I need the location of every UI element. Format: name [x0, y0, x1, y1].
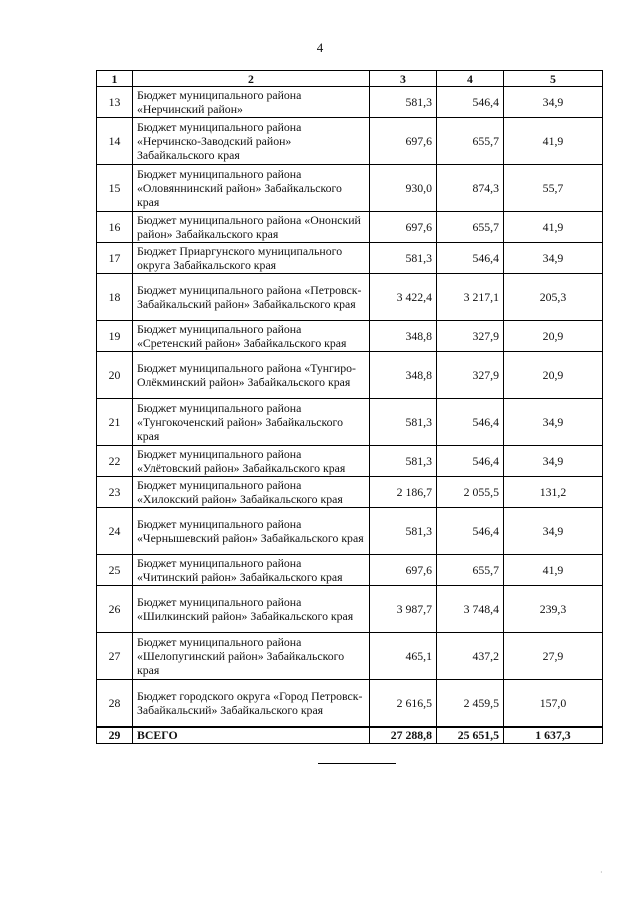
- value-col-4: 655,7: [437, 118, 504, 165]
- value-col-4: 3 217,1: [437, 274, 504, 321]
- budget-name: Бюджет муниципального района «Сретенский район» Забайкальского края: [133, 321, 370, 352]
- table-row: [97, 165, 603, 212]
- budget-name: Бюджет муниципального района «Улётовский район» Забайкальского края: [133, 446, 370, 477]
- budget-name: Бюджет Приаргунского муниципального округа Забайкальского края: [133, 243, 370, 274]
- row-number: 19: [97, 321, 133, 352]
- value-col-5: 27,9: [504, 633, 603, 680]
- value-col-3: 348,8: [370, 352, 437, 399]
- budget-name: Бюджет муниципального района «Ононский район» Забайкальского края: [133, 212, 370, 243]
- value-col-5: 34,9: [504, 243, 603, 274]
- header-row: [97, 71, 603, 87]
- budget-name: Бюджет муниципального района «Шилкинский район» Забайкальского края: [133, 586, 370, 633]
- value-col-4: 546,4: [437, 508, 504, 555]
- row-number: 15: [97, 165, 133, 212]
- value-col-4: 655,7: [437, 555, 504, 586]
- table-row: [97, 680, 603, 727]
- value-col-4: 546,4: [437, 243, 504, 274]
- row-number: 17: [97, 243, 133, 274]
- header-col-4: 4: [437, 71, 504, 87]
- value-col-3: 348,8: [370, 321, 437, 352]
- row-number: 27: [97, 633, 133, 680]
- value-col-5: 131,2: [504, 477, 603, 508]
- value-col-4: 327,9: [437, 352, 504, 399]
- table-row: [97, 555, 603, 586]
- value-col-4: 2 055,5: [437, 477, 504, 508]
- value-col-3: 581,3: [370, 243, 437, 274]
- total-col-3: 27 288,8: [370, 727, 437, 744]
- budget-name: Бюджет муниципального района «Нерчинский район»: [133, 87, 370, 118]
- table-row: [97, 243, 603, 274]
- value-col-3: 3 422,4: [370, 274, 437, 321]
- value-col-5: 55,7: [504, 165, 603, 212]
- table-row: [97, 212, 603, 243]
- budget-name: Бюджет муниципального района «Хилокский район» Забайкальского края: [133, 477, 370, 508]
- budget-name: Бюджет муниципального района «Тунгокоченский район» Забайкальского края: [133, 399, 370, 446]
- value-col-4: 327,9: [437, 321, 504, 352]
- value-col-5: 34,9: [504, 446, 603, 477]
- total-label: ВСЕГО: [133, 727, 370, 744]
- value-col-3: 2 616,5: [370, 680, 437, 727]
- table-row: [97, 87, 603, 118]
- budget-name: Бюджет муниципального района «Читинский район» Забайкальского края: [133, 555, 370, 586]
- row-number: 14: [97, 118, 133, 165]
- table-body: [97, 87, 603, 727]
- table-row: [97, 508, 603, 555]
- value-col-5: 41,9: [504, 118, 603, 165]
- header-col-3: 3: [370, 71, 437, 87]
- value-col-5: 34,9: [504, 87, 603, 118]
- value-col-5: 41,9: [504, 212, 603, 243]
- value-col-3: 697,6: [370, 118, 437, 165]
- row-number: 25: [97, 555, 133, 586]
- value-col-4: 437,2: [437, 633, 504, 680]
- table-row: [97, 321, 603, 352]
- value-col-5: 239,3: [504, 586, 603, 633]
- value-col-5: 20,9: [504, 352, 603, 399]
- header-col-5: 5: [504, 71, 603, 87]
- value-col-3: 697,6: [370, 555, 437, 586]
- table-row: [97, 352, 603, 399]
- row-number: 16: [97, 212, 133, 243]
- value-col-5: 20,9: [504, 321, 603, 352]
- header-col-2: 2: [133, 71, 370, 87]
- row-number: 18: [97, 274, 133, 321]
- value-col-3: 465,1: [370, 633, 437, 680]
- value-col-4: 655,7: [437, 212, 504, 243]
- value-col-4: 874,3: [437, 165, 504, 212]
- value-col-3: 581,3: [370, 446, 437, 477]
- row-number: 26: [97, 586, 133, 633]
- header-col-1: 1: [97, 71, 133, 87]
- value-col-4: 2 459,5: [437, 680, 504, 727]
- value-col-3: 2 186,7: [370, 477, 437, 508]
- value-col-5: 205,3: [504, 274, 603, 321]
- budget-name: Бюджет муниципального района «Петровск-Забайкальский район» Забайкальского края: [133, 274, 370, 321]
- budget-name: Бюджет муниципального района «Нерчинско-Заводский район» Забайкальского края: [133, 118, 370, 165]
- scan-mark: ·: [600, 868, 603, 877]
- value-col-3: 581,3: [370, 399, 437, 446]
- table-row: [97, 586, 603, 633]
- row-number: 23: [97, 477, 133, 508]
- value-col-5: 157,0: [504, 680, 603, 727]
- value-col-5: 34,9: [504, 399, 603, 446]
- value-col-4: 546,4: [437, 399, 504, 446]
- value-col-4: 546,4: [437, 446, 504, 477]
- row-number: 28: [97, 680, 133, 727]
- value-col-3: 930,0: [370, 165, 437, 212]
- value-col-5: 34,9: [504, 508, 603, 555]
- total-number: 29: [97, 727, 133, 744]
- value-col-3: 697,6: [370, 212, 437, 243]
- value-col-3: 581,3: [370, 508, 437, 555]
- budget-name: Бюджет городского округа «Город Петровск-Забайкальский» Забайкальского края: [133, 680, 370, 727]
- total-col-5: 1 637,3: [504, 727, 603, 744]
- budget-name: Бюджет муниципального района «Тунгиро-Олёкминский район» Забайкальского края: [133, 352, 370, 399]
- budget-name: Бюджет муниципального района «Оловяннинский район» Забайкальского края: [133, 165, 370, 212]
- budget-name: Бюджет муниципального района «Чернышевский район» Забайкальского края: [133, 508, 370, 555]
- total-col-4: 25 651,5: [437, 727, 504, 744]
- budget-table: [96, 70, 603, 744]
- total-row: [97, 727, 603, 744]
- table-row: [97, 633, 603, 680]
- row-number: 22: [97, 446, 133, 477]
- table-row: [97, 477, 603, 508]
- value-col-4: 546,4: [437, 87, 504, 118]
- value-col-4: 3 748,4: [437, 586, 504, 633]
- value-col-5: 41,9: [504, 555, 603, 586]
- budget-name: Бюджет муниципального района «Шелопугинский район» Забайкальского края: [133, 633, 370, 680]
- value-col-3: 581,3: [370, 87, 437, 118]
- page-number: 4: [316, 40, 324, 55]
- table-row: [97, 274, 603, 321]
- row-number: 21: [97, 399, 133, 446]
- row-number: 24: [97, 508, 133, 555]
- table-row: [97, 118, 603, 165]
- table-row: [97, 399, 603, 446]
- table-row: [97, 446, 603, 477]
- row-number: 20: [97, 352, 133, 399]
- value-col-3: 3 987,7: [370, 586, 437, 633]
- row-number: 13: [97, 87, 133, 118]
- closing-divider: [318, 763, 396, 764]
